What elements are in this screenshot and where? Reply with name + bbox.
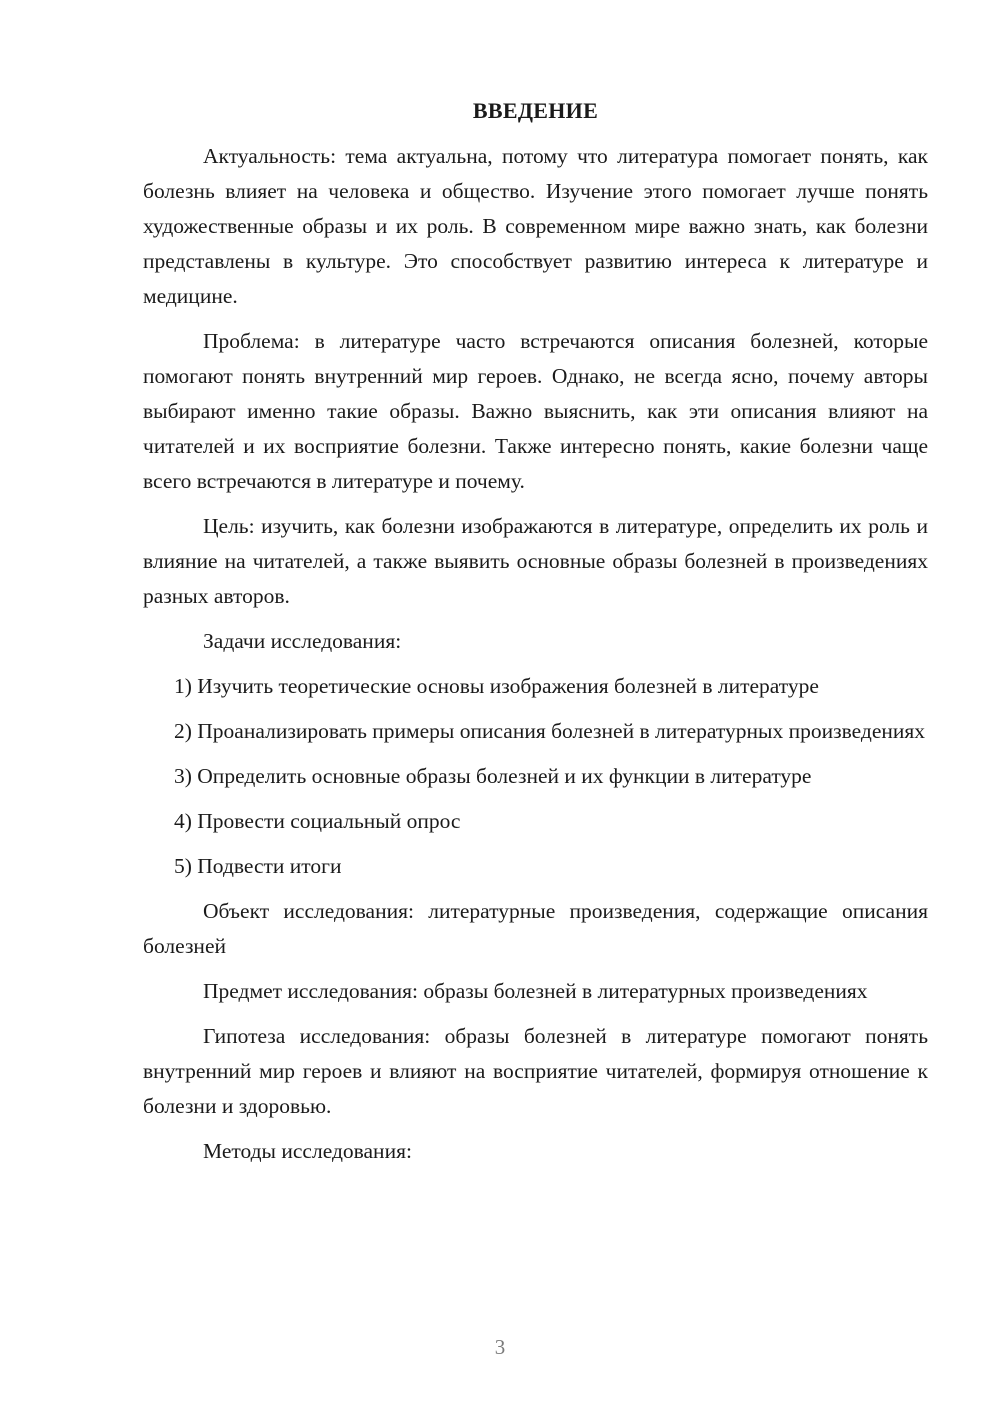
- task-item-3: 3) Определить основные образы болезней и их функции в литературе: [174, 764, 812, 788]
- task-item-2: 2) Проанализировать примеры описания болезней в литературных произведениях: [174, 719, 926, 743]
- goal-paragraph: Цель: изучить, как болезни изображаются в литературе, определить их роль и влияние на читателей, а также выявить основные образы болезней в произведениях разных авторов.: [143, 514, 928, 608]
- methods-heading: Методы исследования:: [203, 1139, 412, 1163]
- page-number: 3: [494, 1335, 506, 1359]
- relevance-paragraph: Актуальность: тема актуальна, потому что литература помогает понять, как болезнь влияет на человека и общество. Изучение этого помогает лучше понять художественные образы и их роль. В современном мире важно знать, как болезни представлены в культуре. Это способствует развитию интереса к литературе и медицине.: [143, 144, 928, 308]
- hypothesis-paragraph: Гипотеза исследования: образы болезней в литературе помогают понять внутренний мир героев и влияют на восприятие читателей, формируя отношение к болезни и здоровью.: [143, 1024, 928, 1118]
- document-page: [143, 96, 928, 1179]
- object-paragraph: Объект исследования: литературные произведения, содержащие описания болезней: [143, 899, 928, 958]
- task-item-5: 5) Подвести итоги: [174, 854, 342, 878]
- tasks-heading: Задачи исследования:: [203, 629, 402, 653]
- task-item-4: 4) Провести социальный опрос: [174, 809, 461, 833]
- problem-paragraph: Проблема: в литературе часто встречаются описания болезней, которые помогают понять внутренний мир героев. Однако, не всегда ясно, почему авторы выбирают именно такие образы. Важно выяснить, как эти описания влияют на читателей и их восприятие болезни. Также интересно понять, какие болезни чаще всего встречаются в литературе и почему.: [143, 329, 928, 493]
- section-title: ВВЕДЕНИЕ: [472, 98, 599, 123]
- subject-paragraph: Предмет исследования: образы болезней в литературных произведениях: [203, 979, 868, 1003]
- task-item-1: 1) Изучить теоретические основы изображения болезней в литературе: [174, 674, 819, 698]
